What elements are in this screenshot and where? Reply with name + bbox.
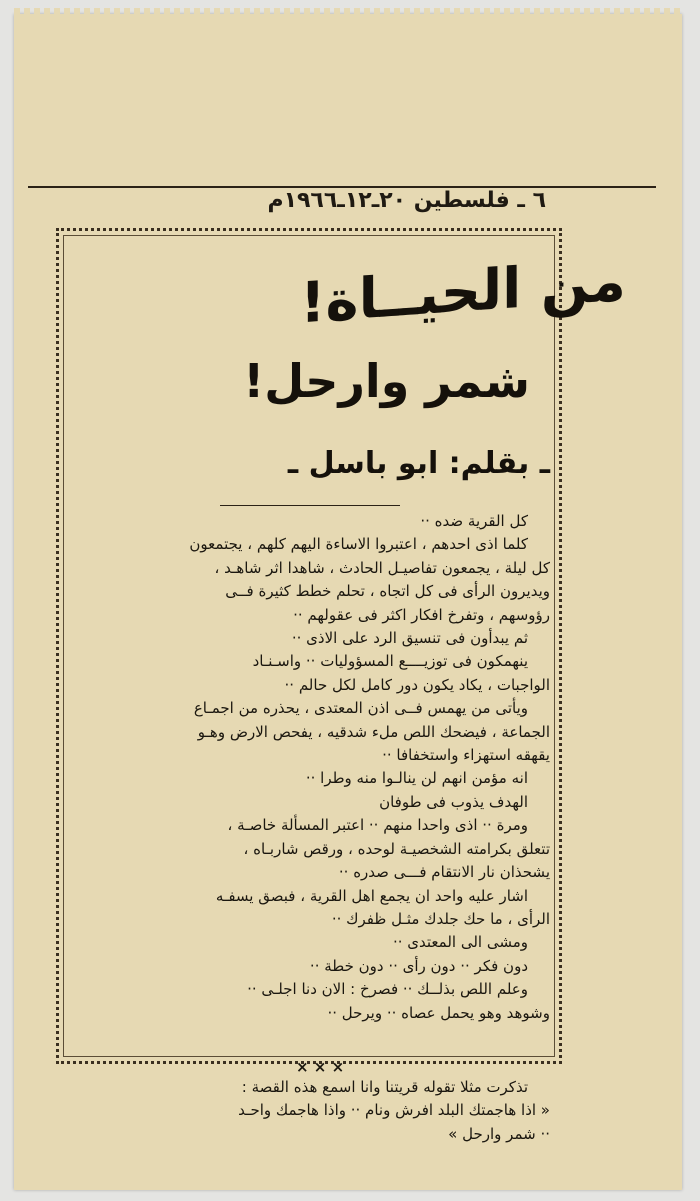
paragraph-line: يقهقه استهزاء واستخفافا ·· xyxy=(382,746,550,765)
paragraph-line: كلما اذى احدهم ، اعتبروا الاساءة اليهم كلهم ، يجتمعون xyxy=(189,535,528,554)
paragraph-line: دون فكر ·· دون رأى ·· دون خطة ·· xyxy=(309,956,528,975)
divider-rule xyxy=(220,505,400,506)
paragraph-line: الهدف يذوب فى طوفان xyxy=(379,792,528,811)
paragraph-line: الواجبات ، يكاد يكون دور كامل لكل حالم ·· xyxy=(284,675,550,694)
article-body xyxy=(66,510,550,1050)
masthead xyxy=(28,186,656,232)
paragraph-line: وعلم اللص بذلــك ·· فصرخ : الان دنا اجلـى ·· xyxy=(247,980,528,999)
paragraph-line: الرأى ، ما حك جلدك مثـل ظفرك ·· xyxy=(331,909,550,928)
paragraph-line: وشوهد وهو يحمل عصاه ·· ويرحل ·· xyxy=(327,1003,550,1022)
paragraph-line: ومرة ·· اذى واحدا منهم ·· اعتبر المسألة خاصـة ، xyxy=(227,816,528,835)
paragraph-line: ويديرون الرأى فى كل اتجاه ، تحلم خطط كثيرة فــى xyxy=(225,582,550,601)
article-title-line1: من الحيــاة! xyxy=(300,248,626,337)
closing-line: تذكرت مثلا تقوله قريتنا وانا اسمع هذه القصة : xyxy=(241,1078,528,1096)
closing-line: « اذا هاجمتك البلد افرش ونام ·· واذا هاجمك واحـد xyxy=(238,1101,550,1120)
paragraph-line: ويأتى من يهمس فــى اذن المعتدى ، يحذره من اجمـاع xyxy=(193,699,528,718)
closing-line: ·· شمر وارحل » xyxy=(448,1124,550,1143)
paragraph-line: يشحذان نار الانتقام فـــى صدره ·· xyxy=(338,863,550,882)
paragraph-line: ومشى الى المعتدى ·· xyxy=(392,933,528,952)
masthead-text: ٦ ـ فلسطين ٢٠ـ١٢ـ١٩٦٦م xyxy=(267,188,546,213)
paragraph-line: تتعلق بكرامته الشخصيـة لوحده ، ورقص شاربـاه ، xyxy=(243,839,550,858)
paragraph-line: كل القرية ضده ·· xyxy=(420,512,528,530)
paragraph-line: ثم يبدأون فى تنسيق الرد على الاذى ·· xyxy=(291,629,528,648)
paragraph-line: انه مؤمن انهم لن ينالـوا منه وطرا ·· xyxy=(305,769,528,788)
paragraph-line: الجماعة ، فيضحك اللص ملء شدقيه ، يفحص الارض وهـو xyxy=(197,722,550,741)
paragraph-line: اشار عليه واحد ان يجمع اهل القرية ، فبصق يسفـه xyxy=(215,886,528,905)
paragraph-line: كل ليلة ، يجمعون تفاصيـل الحادث ، شاهدا اثر شاهـد ، xyxy=(214,558,550,577)
section-separator: × × × xyxy=(296,1058,345,1076)
paragraph-line: رؤوسهم ، وتفرخ افكار اكثر فى عقولهم ·· xyxy=(293,605,550,624)
article-byline: ـ بقلم: ابو باسل ـ xyxy=(287,446,550,481)
article-closing xyxy=(66,1076,550,1146)
paragraph-line: ينهمكون فى توزيــــع المسؤوليات ·· واسـنـاد xyxy=(252,652,528,671)
article-title-line2: شمر وارحل! xyxy=(243,354,530,408)
